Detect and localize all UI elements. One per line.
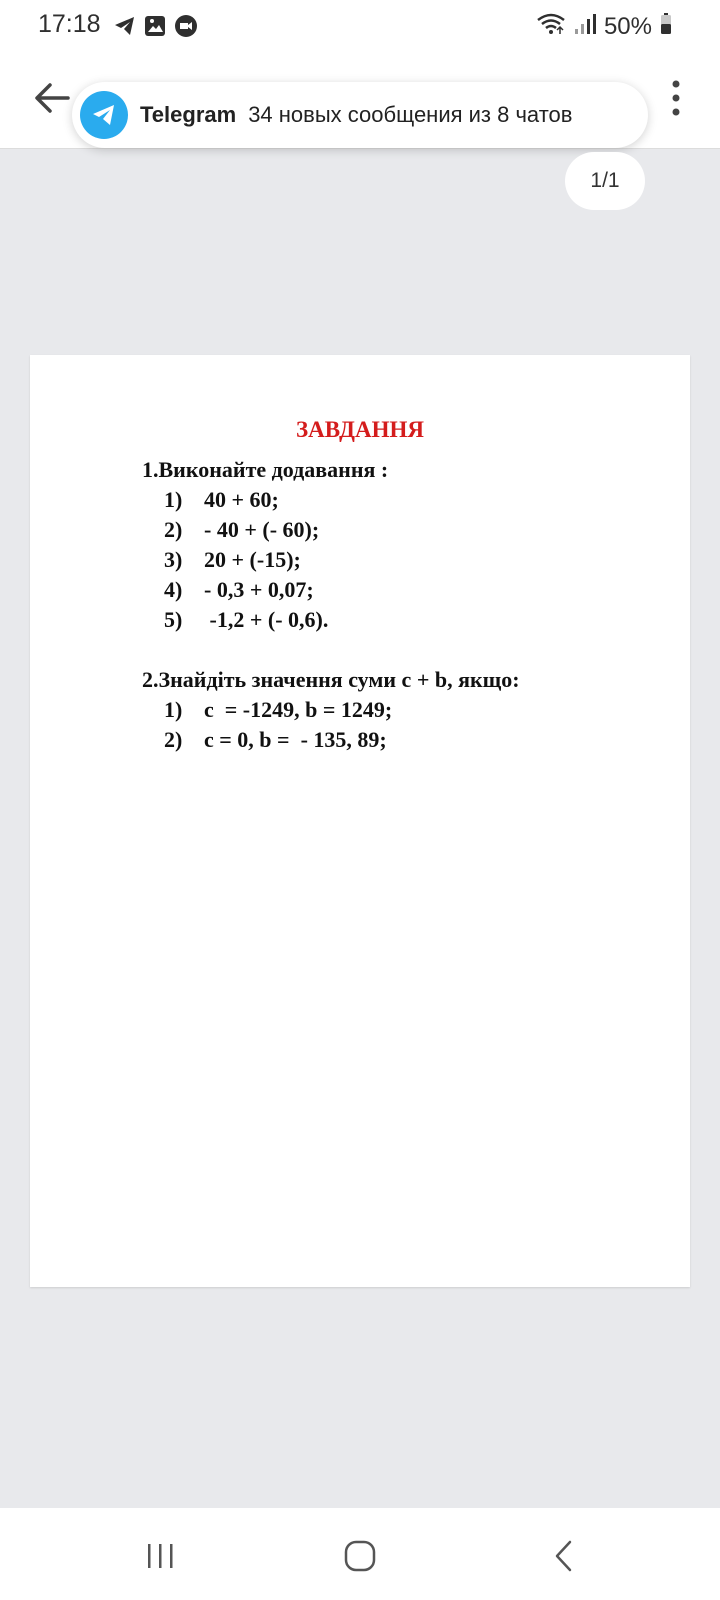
back-icon[interactable] [545,1536,585,1576]
more-vert-icon[interactable] [668,78,684,118]
page-counter: 1/1 [565,152,645,210]
document-page [30,355,690,1287]
spacer [142,635,520,665]
gallery-icon [144,15,166,42]
wifi-icon [536,12,566,41]
navigation-bar [0,1508,720,1600]
telegram-icon [114,16,136,41]
home-icon[interactable] [340,1536,380,1576]
status-bar [0,0,720,52]
video-call-icon [174,14,198,43]
battery-percent: 50% [603,12,652,40]
task2-item: 2) c = 0, b = - 135, 89; [164,727,387,752]
notification-app-name: Telegram [140,102,237,127]
telegram-icon [80,91,128,139]
signal-icon [574,13,596,40]
task1-item: 5) -1,2 + (- 0,6). [164,607,329,632]
task1-item: 3) 20 + (-15); [164,547,301,572]
task1-item: 1) 40 + 60; [164,487,279,512]
status-time: 17:18 [38,10,101,38]
task1-item: 4) - 0,3 + 0,07; [164,577,314,602]
notification-message: 34 новых сообщения из 8 чатов [248,102,573,127]
task1-heading: 1.Виконайте додавання : [142,457,389,482]
task2-heading: 2.Знайдіть значення суми c + b, якщо: [142,667,520,692]
document-body [142,455,520,755]
back-arrow-icon[interactable] [30,76,74,120]
recent-apps-icon[interactable] [140,1536,180,1576]
status-notification-icons [114,14,198,43]
task2-item: 1) c = -1249, b = 1249; [164,697,393,722]
task1-item: 2) - 40 + (- 60); [164,517,320,542]
document-title: ЗАВДАННЯ [295,417,425,442]
telegram-notification[interactable] [72,82,648,148]
battery-icon [660,13,672,40]
status-system-icons [536,12,672,41]
